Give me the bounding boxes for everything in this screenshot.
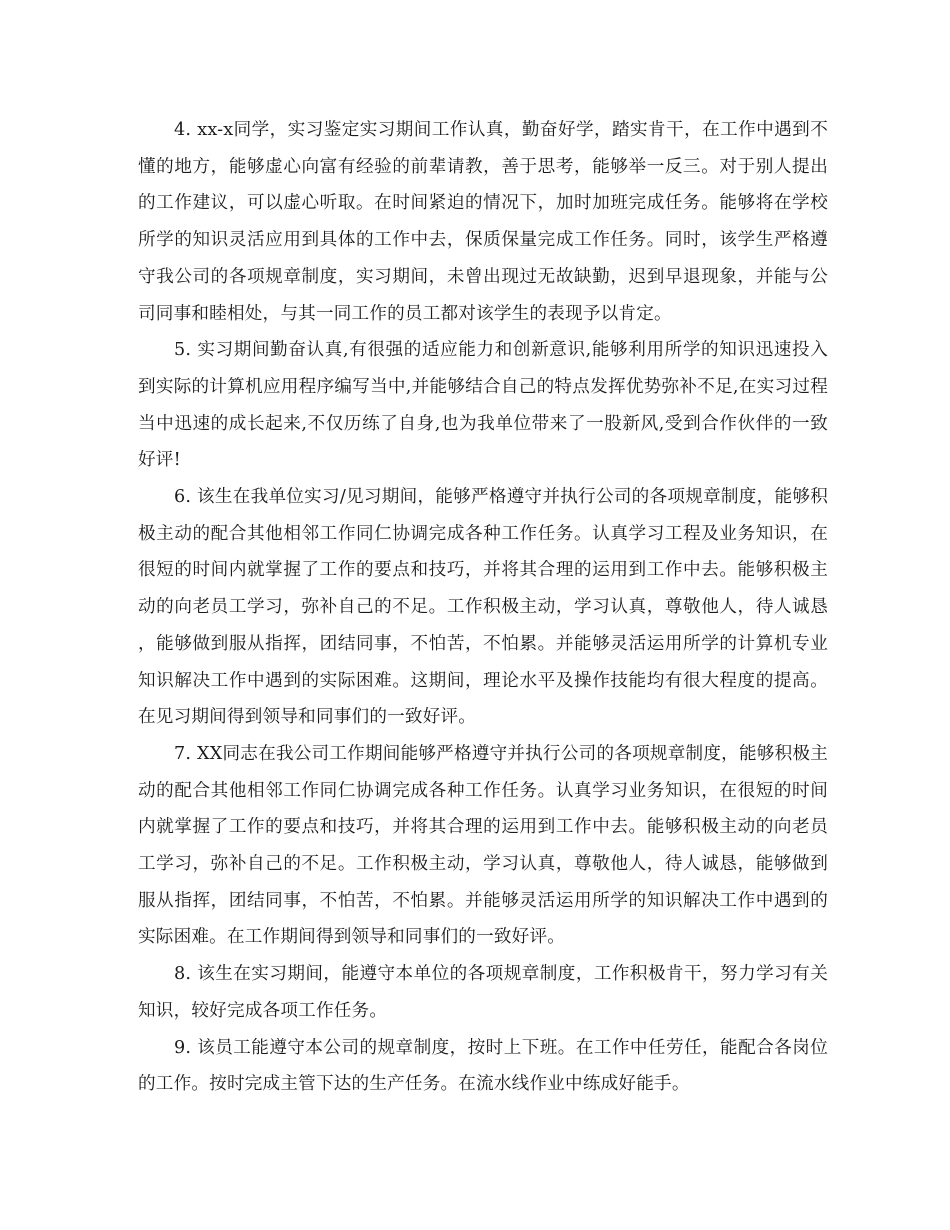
paragraph-6: 6. 该生在我单位实习/见习期间，能够严格遵守并执行公司的各项规章制度，能够积极主动的配合其他相邻工作同仁协调完成各种工作任务。认真学习工程及业务知识，在很短的时间内就掌握了工作的要点和技巧，并将其合理的运用到工作中去。能够积极主动的向老员工学习，弥补自己的不足。工作积极主动，学习认真，尊敬他人，待人诚恳，能够做到服从指挥，团结同事，不怕苦，不怕累。并能够灵活运用所学的计算机专业知识解决工作中遇到的实际困难。这期间，理论水平及操作技能均有很大程度的提高。在见习期间得到领导和同事们的一致好评。 — [138, 487, 828, 728]
paragraph-9: 9. 该员工能遵守本公司的规章制度，按时上下班。在工作中任劳任，能配合各岗位的工作。按时完成主管下达的生产任务。在流水线作业中练成好能手。 — [138, 1037, 828, 1095]
paragraph-7: 7. XX同志在我公司工作期间能够严格遵守并执行公司的各项规章制度，能够积极主动的配合其他相邻工作同仁协调完成各种工作任务。认真学习业务知识，在很短的时间内就掌握了工作的要点和技巧，并将其合理的运用到工作中去。能够积极主动的向老员工学习，弥补自己的不足。工作积极主动，学习认真，尊敬他人，待人诚恳，能够做到服从指挥，团结同事，不怕苦，不怕累。并能够灵活运用所学的知识解决工作中遇到的实际困难。在工作期间得到领导和同事们的一致好评。 — [138, 743, 828, 948]
document-body — [138, 112, 828, 1103]
paragraph-8: 8. 该生在实习期间，能遵守本单位的各项规章制度，工作积极肯干，努力学习有关知识，较好完成各项工作任务。 — [138, 964, 828, 1021]
paragraph-5: 5. 实习期间勤奋认真,有很强的适应能力和创新意识,能够利用所学的知识迅速投入到实际的计算机应用程序编写当中,并能够结合自己的特点发挥优势弥补不足,在实习过程当中迅速的成长起来,不仅历练了自身,也为我单位带来了一股新风,受到合作伙伴的一致好评! — [138, 340, 828, 471]
paragraph-4: 4. xx-x同学，实习鉴定实习期间工作认真，勤奋好学，踏实肯干，在工作中遇到不懂的地方，能够虚心向富有经验的前辈请教，善于思考，能够举一反三。对于别人提出的工作建议，可以虚心听取。在时间紧迫的情况下，加时加班完成任务。能够将在学校所学的知识灵活应用到具体的工作中去，保质保量完成工作任务。同时，该学生严格遵守我公司的各项规章制度，实习期间，未曾出现过无故缺勤，迟到早退现象，并能与公司同事和睦相处，与其一同工作的员工都对该学生的表现予以肯定。 — [138, 120, 828, 324]
